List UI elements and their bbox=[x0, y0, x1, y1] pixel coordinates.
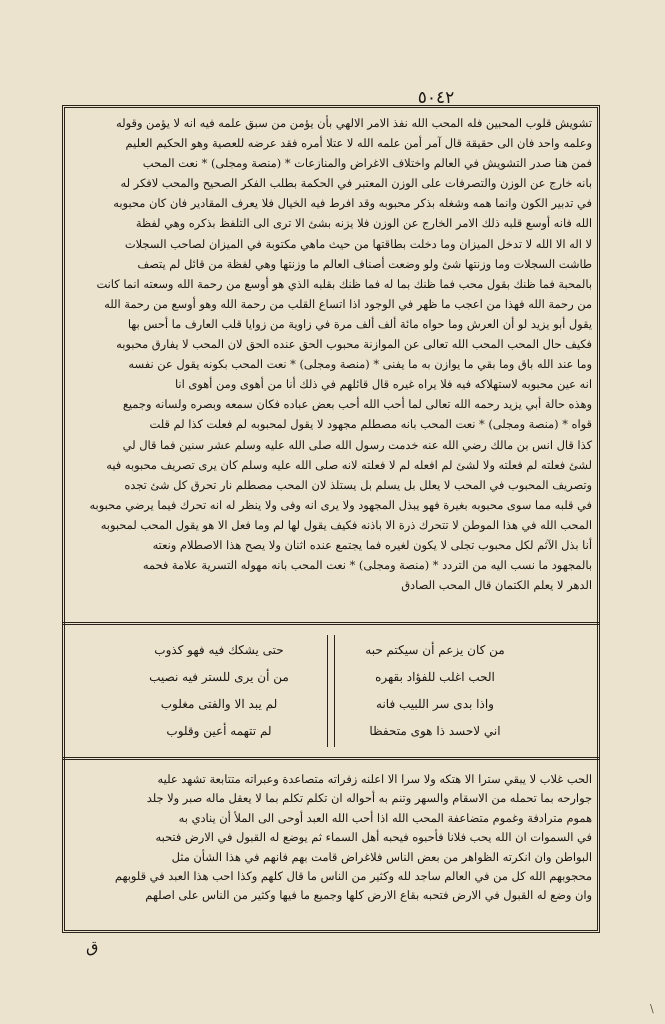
text-line: جوارحه بما تحمله من الاسقام والسهر وتنم به أحواله ان تكلم تكلم بما لا يعقل ماله صبر ولا جلد bbox=[146, 791, 592, 806]
page-number: ٥٠٤٢ bbox=[417, 88, 455, 108]
text-line: يقول أبو يزيد لو أن العرش وما حواه مائة ألف ألف مرة في زاوية من زوايا قلب العارف ما أحس بها bbox=[127, 316, 592, 331]
poem-divider bbox=[327, 635, 335, 747]
text-line: قواه * (منصة ومجلى) * نعت المحب بانه مصطلم مجهود لا يقول لمحبوبه لم فعلت كذا لم قلت bbox=[149, 417, 592, 432]
text-line: كذا قال انس بن مالك رضي الله عنه خدمت رسول الله صلى الله عليه وسلم عشر سنين فما قال لي bbox=[122, 437, 592, 452]
text-line: المحب الله في هذا الموطن لا تتحرك ذرة الا باذنه فكيف يقول لها لم وما فعل الا هو يقول المحب لمحبوبه bbox=[100, 517, 592, 532]
text-line: طاشت السجلات وما وزنتها شئ ولو وضعت أصناف العالم ما وزنتها وهي لفظة من قائل لم يتصف bbox=[137, 256, 592, 271]
text-line: الحب غلاب لا يبقي سترا الا هتكه ولا سرا الا اعلنه زفراته متصاعدة وعبراته متتابعة تشهد عليه bbox=[157, 772, 592, 786]
text-line: في السموات ان الله يحب فلانا فأحبوه فيحبه أهل السماء ثم يوضع له القبول في الارض فتحبه bbox=[155, 830, 592, 845]
main-text-block bbox=[70, 113, 592, 595]
text-line: أنا بذل الآثم لكل محبوب تجلى لا يكون لغيره فما يجتمع عنده اثنان ولا يصح هذا الاصطلام ونعته bbox=[152, 537, 592, 552]
text-line: هموم مترادفة وغموم متضاعفة المحب الله اذا أحب الله العبد أوحى الى الملأ أن ينادي به bbox=[178, 810, 592, 825]
text-line: وما عند الله باق وما بقي ما يوازن به ما يفنى * (منصة ومجلى) * نعت المحب بكونه يقول عن نفسه bbox=[128, 357, 592, 372]
text-line: الله فانه أوسع قلبه ذلك الامر الخارج عن الوزن فلا يزنه بشئ الا ترى الى التلفظ بذكره وهي لفظة bbox=[135, 216, 592, 231]
poem-verse: الحب اغلب للفؤاد بقهره bbox=[375, 670, 495, 684]
poem-verse: لم يبد الا والفتى مغلوب bbox=[160, 697, 278, 711]
text-line: في قلبه مما سوى محبوبه بغيرة فهو يبذل المجهود ولا يرى انه وفى ولا ينظر له انه تحرك فيما يرضي محبوبه bbox=[89, 497, 592, 512]
poem-left-column bbox=[134, 637, 304, 745]
text-line: الدهر لا يعلم الكتمان قال المحب الصادق bbox=[401, 578, 592, 593]
text-line: في تدبير الكون وانما همه وشغله بذكر محبوبه وقد افرط فيه الخيال فلا يعرف المقادير فان كان محبوبه bbox=[113, 196, 592, 211]
text-line: بالمحبة فما ظنك بقول محب فما ظنك بما له فما ظنك بقلبه الذي هو أوسع من رحمة الله وسعته انما كانت bbox=[96, 276, 592, 291]
text-line: بالمجهود ما نسب اليه من التردد * (منصة ومجلى) * نعت المحب بانه مهوله التسرية علامة فحمه bbox=[142, 558, 592, 573]
bottom-text-block bbox=[70, 770, 592, 906]
text-line: فمن هنا صدر التشويش في العالم واختلاف الاغراض والمنازعات * (منصة ومجلى) * نعت المحب bbox=[142, 156, 592, 171]
poem-verse: حتى يشكك فيه فهو كذوب bbox=[154, 643, 284, 657]
poem-verse: لم تتهمه أعين وقلوب bbox=[166, 724, 272, 738]
text-line: وان وضع له القبول في الارض فتحبه بقاع الارض كلها وجميع ما فيها وكثير من الناس على اصلهم bbox=[145, 888, 592, 903]
text-line: لشئ فعلته لم فعلته ولا لشئ لم افعله لم لا فعلته لانه صلى الله عليه وسلم كان يرى تصريف محبوبه فيه bbox=[106, 457, 592, 472]
text-line: لا اله الا الله لا تدخل الميزان وما دخلت بطاقتها من حيث ماهي مكتوبة في الميزان لصاحب السجلات bbox=[124, 236, 592, 251]
text-line: فكيف حال المحب المحب الله تعالى عن الموازنة محبوب الحق عنده الحق لان المحب لا يفارق محبوبه bbox=[116, 337, 592, 352]
poem-verse: اني لاحسد ذا هوى متحفظا bbox=[369, 724, 501, 738]
text-line: تشويش قلوب المحبين فله المحب الله نفذ الامر الالهي بأن يؤمن من سبق علمه فيه انه لا يؤمن وقوله bbox=[116, 116, 592, 130]
text-line: انه عين محبوبه لاستهلاكه فيه فلا يراه غيره قال قائلهم في ذلك أنا من أهوى ومن أهوى انا bbox=[174, 377, 592, 392]
poem-box bbox=[62, 622, 600, 760]
poem-verse: واذا بدى سر اللبيب فانه bbox=[376, 697, 494, 711]
text-line: محجوبهم الله كل من في العالم ساجد لله وكثير من الناس ما قال كلهم وكذا احب هذا العبد في قلوبهم bbox=[114, 869, 592, 884]
poem-verse: من أن يرى للستر فيه نصيب bbox=[149, 670, 289, 684]
text-line: وتصريف المحبوب في المحب لا يعلل بل يسلم بل يستلذ لان المحب مصطلم نار تحرق كل شئ تجده bbox=[124, 477, 592, 492]
text-line: بانه خارج عن الوزن والتصرفات على الوزن المعتبر في الحكمة بطلب الفكر الصحيح والمحب لافكر له bbox=[120, 176, 592, 191]
text-line: البواطن وان انكرته الظواهر من بعض الناس فلاغراض قامت بهم فانهم في هذا الشأن مثل bbox=[171, 849, 592, 864]
corner-mark: \ bbox=[650, 1002, 654, 1015]
text-line: وعلمه واحد فان الى حقيقة قال آمر أمن علمه الله لا عتلا أمره فقد عرضه للعصية وهو الحكيم العليم bbox=[125, 136, 592, 151]
signature-mark: ق bbox=[86, 937, 99, 956]
text-line: من رحمة الله فهذا من اعجب ما ظهر في الوجود اذا اتساع القلب من رحمة الله وهو أوسع من رحمة الله bbox=[104, 296, 592, 311]
text-line: وهذه حالة أبي يزيد رحمه الله تعالى لما أحب الله أحب بعض عباده فكان سمعه وبصره ولسانه وجميع bbox=[122, 397, 592, 412]
poem-verse: من كان يزعم أن سيكتم حبه bbox=[365, 643, 505, 657]
poem-right-column bbox=[350, 637, 520, 745]
